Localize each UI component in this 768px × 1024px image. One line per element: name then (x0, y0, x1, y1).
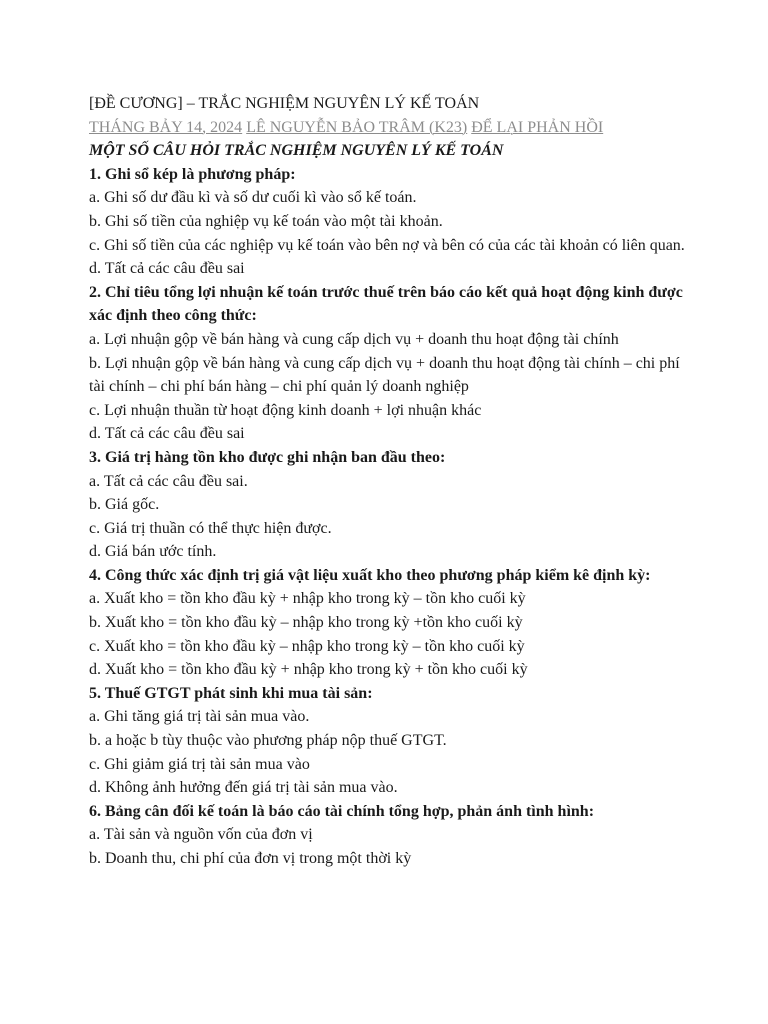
leave-feedback-link[interactable]: ĐỂ LẠI PHẢN HỒI (471, 118, 604, 136)
question-2-answer-c: c. Lợi nhuận thuần từ hoạt động kinh doanh + lợi nhuận khác (89, 401, 482, 419)
question-3-answer-a: a. Tất cả các câu đều sai. (89, 472, 248, 490)
question-1-answer-b: b. Ghi số tiền của nghiệp vụ kế toán vào một tài khoản. (89, 212, 443, 230)
post-meta (89, 116, 689, 140)
question-3: 3. Giá trị hàng tồn kho được ghi nhận ban đầu theo: (89, 448, 446, 466)
document-title: MỘT SỐ CÂU HỎI TRẮC NGHIỆM NGUYÊN LÝ KẾ TOÁN (89, 142, 504, 160)
question-1-answer-c: c. Ghi số tiền của các nghiệp vụ kế toán vào bên nợ và bên có của các tài khoản có liên quan. (89, 236, 685, 254)
post-author-link[interactable]: LÊ NGUYỄN BẢO TRÂM (K23) (246, 118, 468, 136)
question-1: 1. Ghi sổ kép là phương pháp: (89, 165, 296, 183)
question-4-answer-a: a. Xuất kho = tồn kho đầu kỳ + nhập kho trong kỳ – tồn kho cuối kỳ (89, 590, 526, 608)
question-2-answer-b: b. Lợi nhuận gộp về bán hàng và cung cấp dịch vụ + doanh thu hoạt động tài chính – chi phí tài chính – chi phí bán hàng – chi phí quản lý doanh nghiệp (89, 354, 680, 396)
question-2-answer-a: a. Lợi nhuận gộp về bán hàng và cung cấp dịch vụ + doanh thu hoạt động tài chính (89, 330, 619, 348)
question-3-answer-d: d. Giá bán ước tính. (89, 543, 217, 561)
question-6-answer-a: a. Tài sản và nguồn vốn của đơn vị (89, 826, 313, 844)
document-page (89, 92, 689, 871)
question-4-answer-d: d. Xuất kho = tồn kho đầu kỳ + nhập kho trong kỳ + tồn kho cuối kỳ (89, 661, 528, 679)
question-6-answer-b: b. Doanh thu, chi phí của đơn vị trong một thời kỳ (89, 850, 412, 867)
question-6: 6. Bảng cân đối kế toán là báo cáo tài chính tổng hợp, phản ánh tình hình: (89, 802, 595, 820)
question-5: 5. Thuế GTGT phát sinh khi mua tài sản: (89, 684, 373, 702)
question-2-answer-d: d. Tất cả các câu đều sai (89, 425, 245, 443)
question-1-answer-d: d. Tất cả các câu đều sai (89, 260, 245, 278)
question-5-answer-b: b. a hoặc b tùy thuộc vào phương pháp nộp thuế GTGT. (89, 732, 447, 750)
question-5-answer-d: d. Không ảnh hưởng đến giá trị tài sản mua vào. (89, 779, 398, 797)
question-3-answer-c: c. Giá trị thuần có thể thực hiện được. (89, 519, 332, 537)
question-2: 2. Chỉ tiêu tổng lợi nhuận kế toán trước thuế trên báo cáo kết quả hoạt động kinh được xác định theo công thức: (89, 283, 683, 325)
question-5-answer-c: c. Ghi giảm giá trị tài sản mua vào (89, 755, 310, 773)
question-4-answer-b: b. Xuất kho = tồn kho đầu kỳ – nhập kho trong kỳ +tồn kho cuối kỳ (89, 614, 523, 632)
document-header-title: [ĐỀ CƯƠNG] – TRẮC NGHIỆM NGUYÊN LÝ KẾ TOÁN (89, 95, 480, 112)
question-4: 4. Công thức xác định trị giá vật liệu xuất kho theo phương pháp kiểm kê định kỳ: (89, 566, 651, 584)
question-5-answer-a: a. Ghi tăng giá trị tài sản mua vào. (89, 708, 310, 726)
question-4-answer-c: c. Xuất kho = tồn kho đầu kỳ – nhập kho trong kỳ – tồn kho cuối kỳ (89, 637, 525, 655)
question-1-answer-a: a. Ghi số dư đầu kì và số dư cuối kì vào sổ kế toán. (89, 189, 417, 207)
question-3-answer-b: b. Giá gốc. (89, 496, 160, 514)
post-date-link[interactable]: THÁNG BẢY 14, 2024 (89, 118, 243, 136)
